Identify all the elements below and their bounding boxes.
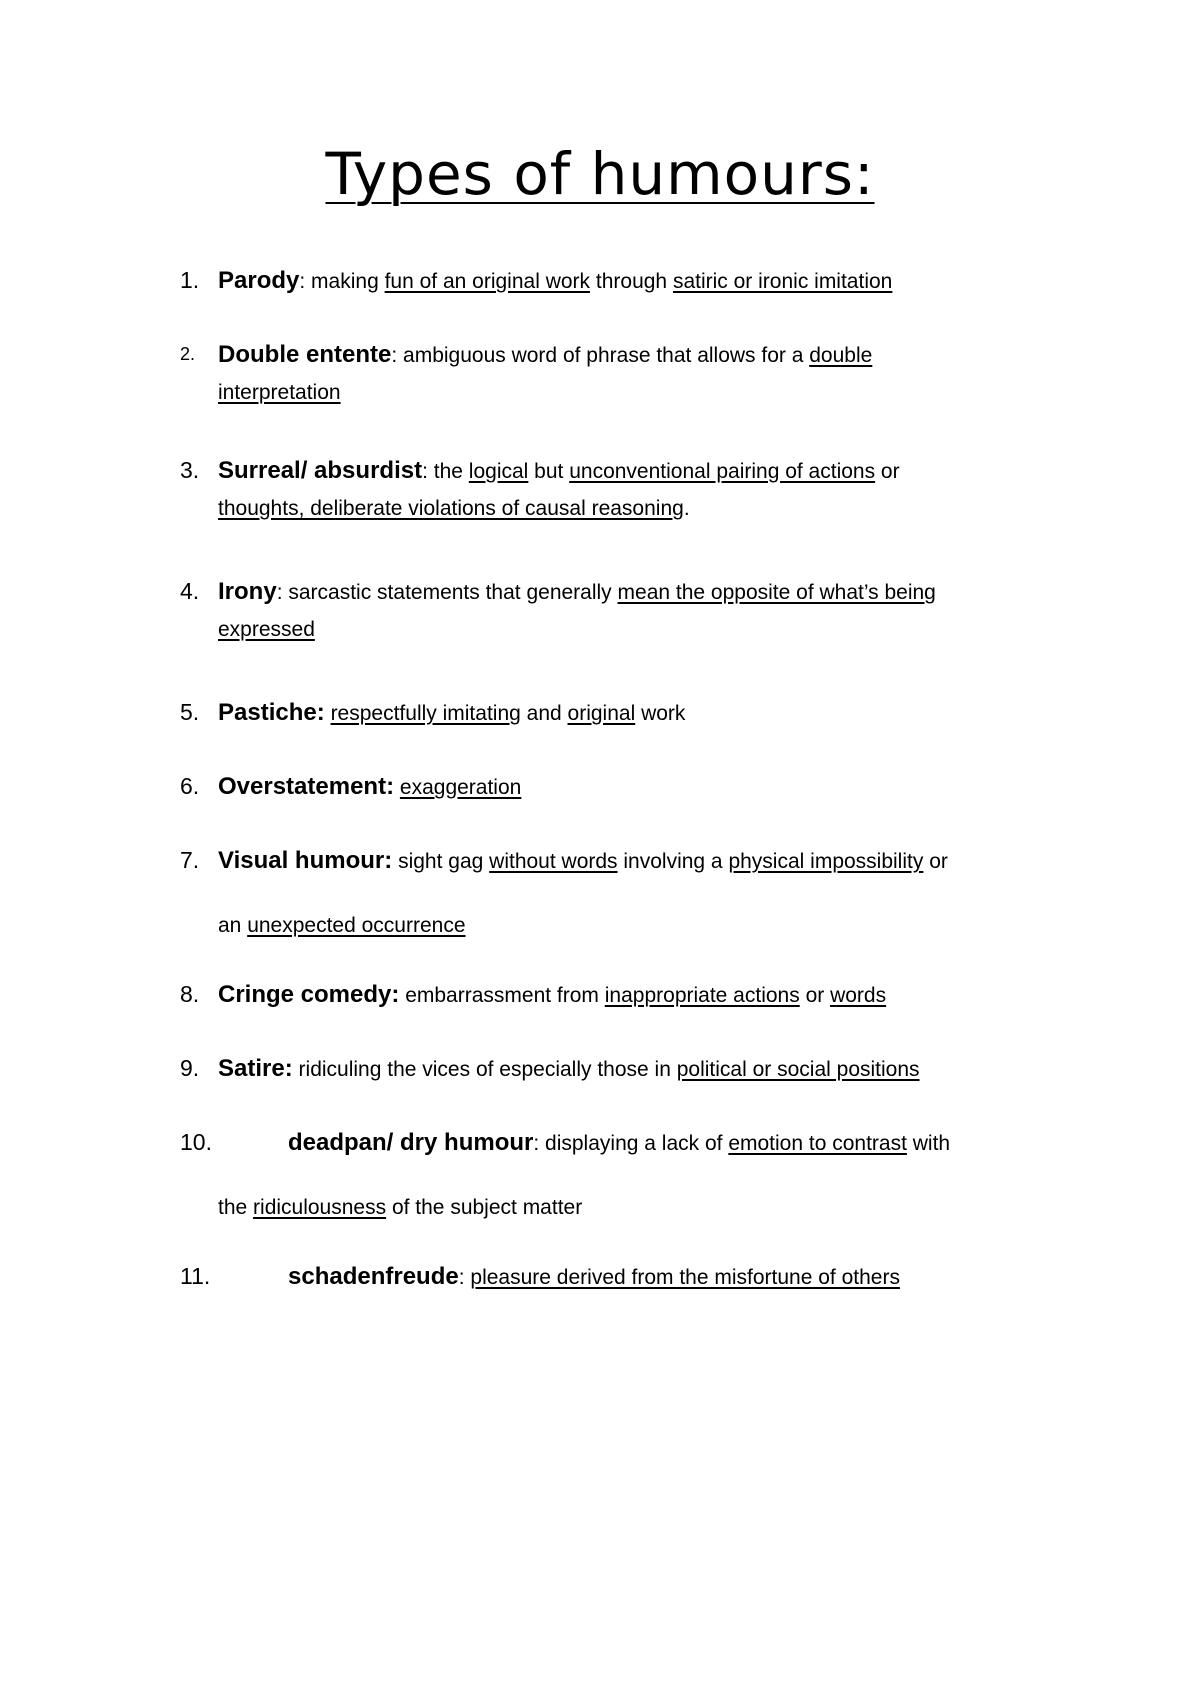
item-term: Double entente [218, 341, 392, 368]
text-run: the [218, 1196, 254, 1219]
text-run: or [875, 460, 900, 483]
item-term: schadenfreude [288, 1263, 459, 1290]
item-definition [392, 850, 948, 873]
item-definition [305, 270, 892, 293]
item-line [218, 976, 1068, 1014]
underlined-phrase: pleasure derived from the misfortune of others [470, 1266, 900, 1289]
text-run: or [799, 984, 831, 1007]
item-definition [325, 702, 686, 725]
item-body [218, 694, 1068, 732]
item-line [218, 768, 1068, 806]
text-run: ridiculing the vices of especially those in [292, 1058, 677, 1081]
underlined-phrase: original [567, 702, 636, 725]
item-definition [399, 984, 886, 1007]
item-number: 10. [180, 1129, 212, 1155]
item-number: 4. [180, 578, 200, 604]
item-body [218, 768, 1068, 806]
item-term-separator: : [458, 1266, 465, 1289]
item-line-continued [218, 490, 1068, 527]
item-definition [394, 776, 521, 799]
item-line [218, 842, 1068, 880]
item-line [218, 452, 1068, 490]
item-body [218, 452, 1068, 527]
item-term-separator: : [422, 460, 428, 483]
item-term: Cringe comedy: [218, 981, 400, 1008]
item-line [218, 1050, 1068, 1088]
item-term-separator: : [276, 581, 283, 604]
text-run: the [427, 460, 469, 483]
item-body [218, 262, 1068, 300]
item-line [288, 1124, 1088, 1162]
item-term: Overstatement: [218, 773, 395, 800]
item-line [218, 262, 1068, 300]
underlined-phrase: expressed [218, 618, 315, 641]
item-body [218, 976, 1068, 1014]
item-number: 3. [180, 457, 200, 483]
item-line [218, 694, 1068, 732]
item-body [218, 1050, 1068, 1088]
text-run: . [683, 497, 690, 520]
underlined-phrase: physical impossibility [728, 850, 924, 873]
underlined-phrase: without words [489, 850, 618, 873]
item-line [288, 1258, 1088, 1296]
page-title: Types of humours: [325, 140, 875, 208]
text-run: sarcastic statements that generally [282, 581, 618, 604]
item-term: Surreal/ absurdist [218, 457, 423, 484]
underlined-phrase: unconventional pairing of actions [569, 460, 876, 483]
item-line-continued [218, 374, 1068, 411]
line-gap [218, 880, 1068, 907]
underlined-phrase: mean the opposite of what’s being [617, 581, 936, 604]
item-line-continued [218, 907, 1068, 944]
item-number: 5. [180, 699, 200, 725]
item-body [218, 336, 1068, 411]
item-term: Parody [218, 267, 300, 294]
item-definition [397, 344, 872, 367]
item-definition [293, 1058, 920, 1081]
item-definition [428, 460, 900, 483]
item-term-separator: : [391, 344, 398, 367]
item-body [218, 573, 1068, 648]
underlined-phrase: respectfully imitating [330, 702, 521, 725]
text-run: an [218, 914, 248, 937]
text-run: embarrassment from [399, 984, 605, 1007]
item-line-continued [218, 611, 1068, 648]
text-run: sight gag [392, 850, 490, 873]
underlined-phrase: double [809, 344, 873, 367]
item-number: 7. [180, 847, 200, 873]
underlined-phrase: emotion to contrast [728, 1132, 907, 1155]
item-body [218, 1124, 1088, 1226]
underlined-phrase: interpretation [218, 381, 341, 404]
text-run: or [923, 850, 948, 873]
item-term-separator: : [299, 270, 306, 293]
text-run: making [305, 270, 385, 293]
text-run: of the subject matter [386, 1196, 583, 1219]
item-term: deadpan/ dry humour [288, 1129, 534, 1156]
item-line [218, 336, 1068, 374]
underlined-phrase: thoughts, deliberate violations of causal reasoning [218, 497, 684, 520]
item-definition [539, 1132, 950, 1155]
underlined-phrase: inappropriate actions [604, 984, 800, 1007]
text-run: with [906, 1132, 951, 1155]
text-run: through [590, 270, 673, 293]
item-body [218, 842, 1068, 944]
item-number: 9. [180, 1055, 200, 1081]
text-run: involving a [617, 850, 729, 873]
item-number: 2. [180, 344, 196, 364]
text-run: ambiguous word of phrase that allows for a [397, 344, 810, 367]
underlined-phrase: words [830, 984, 887, 1007]
item-term-separator: : [533, 1132, 540, 1155]
item-number: 11. [180, 1263, 211, 1289]
item-line-continued [218, 1189, 1088, 1226]
item-term: Irony [218, 578, 277, 605]
item-definition [283, 581, 936, 604]
text-run: displaying a lack of [539, 1132, 729, 1155]
item-term: Pastiche: [218, 699, 325, 726]
underlined-phrase: logical [468, 460, 529, 483]
text-run: and [520, 702, 568, 725]
item-definition [465, 1266, 900, 1289]
underlined-phrase: unexpected occurrence [247, 914, 466, 937]
underlined-phrase: political or social positions [676, 1058, 920, 1081]
underlined-phrase: satiric or ironic imitation [672, 270, 893, 293]
underlined-phrase: exaggeration [399, 776, 522, 799]
item-term: Satire: [218, 1055, 293, 1082]
text-run: but [528, 460, 570, 483]
text-run: work [635, 702, 686, 725]
underlined-phrase: ridiculousness [253, 1196, 387, 1219]
item-term: Visual humour: [218, 847, 393, 874]
item-body [288, 1258, 1088, 1296]
item-number: 6. [180, 773, 200, 799]
line-gap [288, 1162, 1088, 1189]
underlined-phrase: fun of an original work [384, 270, 591, 293]
item-number: 1. [180, 267, 200, 293]
item-line [218, 573, 1068, 611]
item-number: 8. [180, 981, 200, 1007]
